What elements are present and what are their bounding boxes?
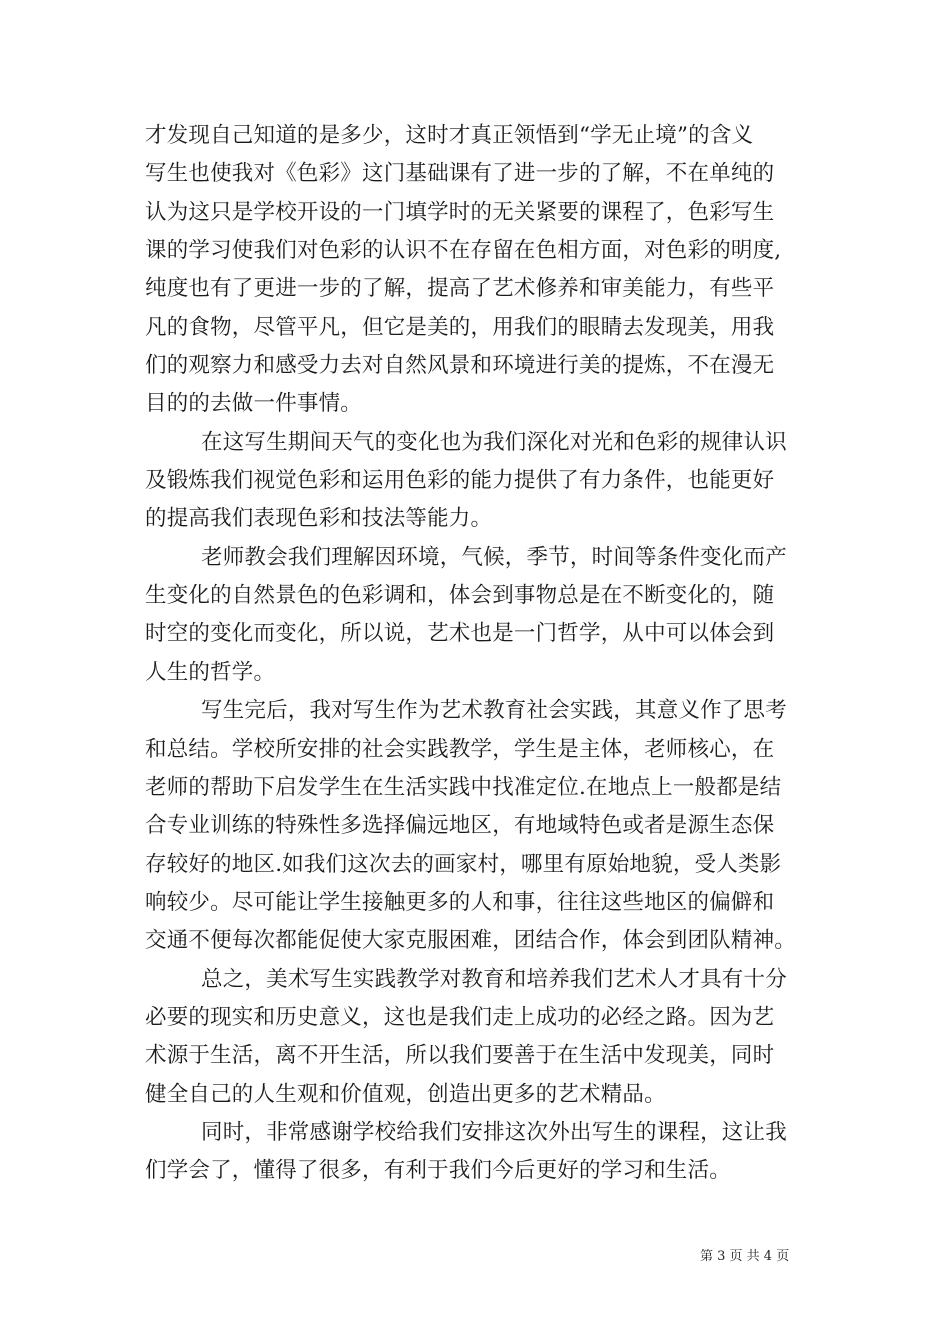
text-line: 在这写生期间天气的变化也为我们深化对光和色彩的规律认识	[201, 429, 787, 455]
text-line: 写生完后，我对写生作为艺术教育社会实践，其意义作了思考	[201, 698, 787, 724]
text-line: 及锻炼我们视觉色彩和运用色彩的能力提供了有力条件，也能更好	[145, 468, 775, 494]
text-line: 目的的去做一件事情。	[145, 391, 363, 417]
paragraph-1	[145, 117, 810, 424]
text-line: 的提高我们表现色彩和技法等能力。	[145, 506, 493, 532]
text-line: 响较少。尽可能让学生接触更多的人和事，往往这些地区的偏僻和	[145, 889, 775, 915]
paragraph-3	[145, 539, 810, 692]
text-line: 纯度也有了更进一步的了解，提高了艺术修养和审美能力，有些平	[145, 276, 775, 302]
document-body	[145, 117, 810, 1191]
text-line: 们学会了，懂得了很多，有利于我们今后更好的学习和生活。	[145, 1158, 731, 1184]
text-line: 合专业训练的特殊性多选择偏远地区，有地域特色或者是源生态保	[145, 813, 775, 839]
paragraph-6	[145, 1114, 810, 1191]
text-line: 总之，美术写生实践教学对教育和培养我们艺术人才具有十分	[201, 966, 787, 992]
text-line: 交通不便每次都能促使大家克服困难，团结合作，体会到团队精神。	[145, 928, 797, 954]
text-line: 写生也使我对《色彩》这门基础课有了进一步的了解，不在单纯的	[145, 161, 775, 187]
text-line: 同时，非常感谢学校给我们安排这次外出写生的课程，这让我	[201, 1119, 787, 1145]
text-line: 老师的帮助下启发学生在生活实践中找准定位.在地点上一般都是结	[145, 774, 782, 800]
text-line: 们的观察力和感受力去对自然风景和环境进行美的提炼，不在漫无	[145, 353, 775, 379]
text-line: 课的学习使我们对色彩的认识不在存留在色相方面，对色彩的明度,	[145, 238, 782, 264]
text-line: 术源于生活，离不开生活，所以我们要善于在生活中发现美，同时	[145, 1043, 775, 1069]
text-line: 存较好的地区.如我们这次去的画家村，哪里有原始地貌，受人类影	[145, 851, 782, 877]
paragraph-5	[145, 961, 810, 1114]
text-line: 才发现自己知道的是多少，这时才真正领悟到“学无止境”的含义	[145, 123, 754, 148]
paragraph-2	[145, 424, 810, 539]
text-line: 生变化的自然景色的色彩调和，体会到事物总是在不断变化的，随	[145, 583, 775, 609]
text-line: 和总结。学校所安排的社会实践教学，学生是主体，老师核心，在	[145, 736, 775, 762]
text-line: 人生的哲学。	[145, 659, 276, 685]
text-line: 老师教会我们理解因环境，气候，季节，时间等条件变化而产	[201, 544, 787, 570]
paragraph-4	[145, 692, 810, 960]
text-line: 时空的变化而变化，所以说，艺术也是一门哲学，从中可以体会到	[145, 621, 775, 647]
page-number-footer: 第 3 页 共 4 页	[700, 1249, 790, 1264]
text-line: 必要的现实和历史意义，这也是我们走上成功的必经之路。因为艺	[145, 1004, 775, 1030]
text-line: 凡的食物，尽管平凡，但它是美的，用我们的眼睛去发现美，用我	[145, 314, 775, 340]
text-line: 健全自己的人生观和价值观，创造出更多的艺术精品。	[145, 1081, 666, 1107]
text-line: 认为这只是学校开设的一门填学时的无关紧要的课程了，色彩写生	[145, 199, 775, 225]
